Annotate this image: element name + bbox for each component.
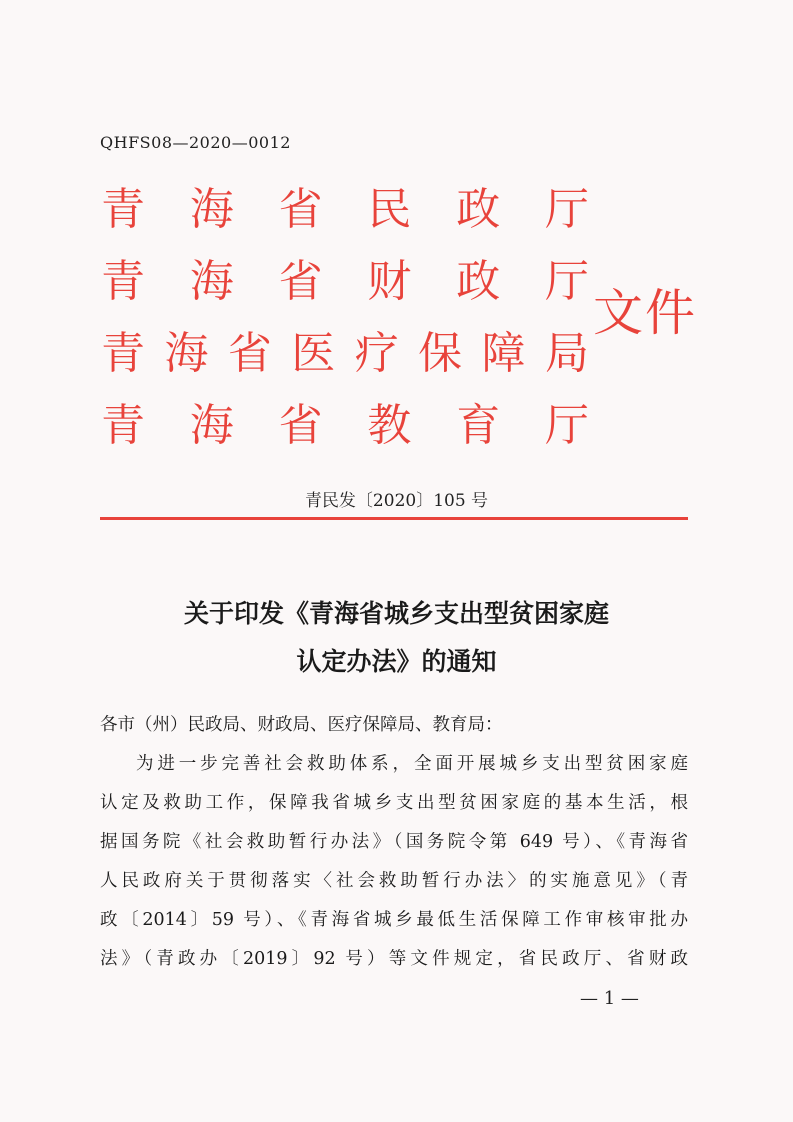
issuer-char: 省 [227,328,272,379]
issuer-char: 民 [367,184,412,235]
title-line-2: 认定办法》的通知 [296,647,497,676]
paragraph-line: 法》（青政办〔2019〕92 号）等文件规定，省民政厅、省财政 [100,949,688,969]
issuer-civil-affairs [100,180,590,240]
issuer-finance [100,252,590,312]
issuer-char: 厅 [544,184,589,235]
paragraph-line: 人民政府关于贯彻落实〈社会救助暂行办法〉的实施意见》（青 [100,871,688,891]
issuer-char: 政 [456,184,501,235]
issuer-char: 医 [291,328,336,379]
issuer-char: 政 [456,256,501,307]
issuer-char: 厅 [544,256,589,307]
issuer-char: 厅 [544,400,589,451]
paragraph-line: 为进一步完善社会救助体系，全面开展城乡支出型贫困家庭 [136,754,688,774]
document-body [100,706,688,979]
issuer-char: 教 [367,400,412,451]
file-label: 文件 [593,284,697,342]
issuer-char: 海 [164,328,209,379]
issuer-char: 疗 [354,328,399,379]
issuer-char: 省 [278,256,323,307]
issuer-char: 育 [456,400,501,451]
issuer-education [100,396,590,456]
document-code: QHFS08—2020—0012 [100,133,291,152]
issuer-char: 障 [481,328,526,379]
issuer-medical-security [100,324,590,384]
issuer-char: 青 [101,256,145,307]
document-number: 青民发〔2020〕105 号 [304,491,489,511]
issuer-char: 财 [367,256,412,307]
document-title [0,590,793,686]
recipient-line: 各市（州）民政局、财政局、医疗保障局、教育局： [100,715,503,735]
issuer-char: 青 [101,400,145,451]
issuer-char: 青 [101,184,145,235]
issuer-char: 海 [189,400,234,451]
issuer-char: 青 [101,328,145,379]
title-line-1: 关于印发《青海省城乡支出型贫困家庭 [183,599,609,628]
issuer-char: 省 [278,184,323,235]
paragraph-line: 认定及救助工作，保障我省城乡支出型贫困家庭的基本生活，根 [100,793,688,813]
page-number: — 1 — [580,988,639,1009]
red-divider-line [100,517,688,520]
paragraph-line: 政〔2014〕59 号）、《青海省城乡最低生活保障工作审核审批办 [100,910,688,930]
issuer-char: 保 [418,328,463,379]
issuer-char: 局 [544,328,589,379]
issuer-char: 省 [278,400,323,451]
paragraph-line: 据国务院《社会救助暂行办法》（国务院令第 649 号）、《青海省 [100,832,688,852]
issuer-char: 海 [189,184,234,235]
issuer-char: 海 [189,256,234,307]
